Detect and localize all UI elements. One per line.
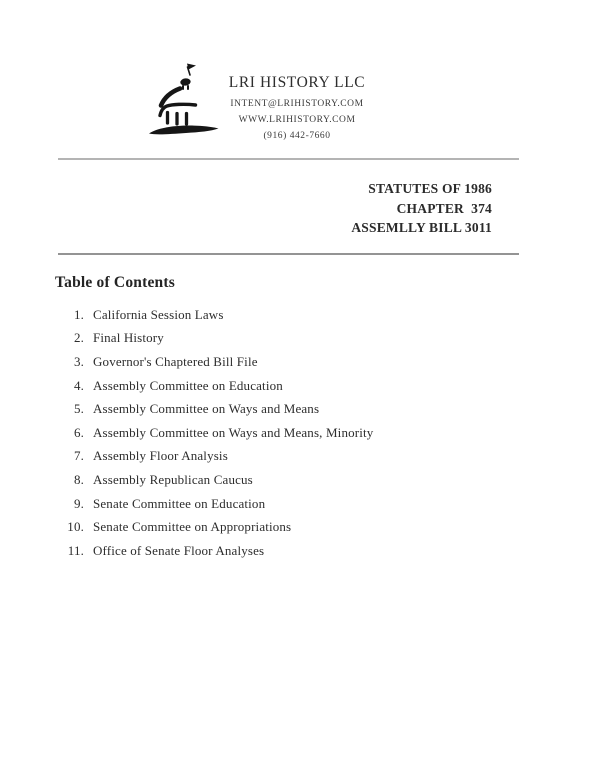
toc-item bbox=[0, 468, 600, 492]
toc-item-number: 11. bbox=[67, 542, 84, 558]
letterhead bbox=[206, 73, 388, 144]
toc-item bbox=[0, 327, 600, 351]
company-website: WWW.LRIHISTORY.COM bbox=[238, 115, 356, 125]
horizontal-rule-top bbox=[58, 158, 519, 160]
toc-item bbox=[0, 303, 600, 327]
toc-item-label: Office of Senate Floor Analyses bbox=[93, 542, 265, 558]
toc-item bbox=[0, 397, 600, 421]
statutes-line: STATUTES OF 1986 bbox=[368, 181, 492, 196]
toc-item-number: 8. bbox=[73, 471, 84, 487]
horizontal-rule-bottom bbox=[58, 253, 519, 255]
toc-item-number: 5. bbox=[73, 401, 84, 417]
toc-item-number: 4. bbox=[73, 377, 84, 393]
toc-item-label: Assembly Committee on Education bbox=[93, 377, 283, 393]
company-email: INTENT@LRIHISTORY.COM bbox=[230, 99, 364, 109]
toc-item bbox=[0, 492, 600, 516]
toc-item bbox=[0, 374, 600, 398]
toc-item bbox=[0, 445, 600, 469]
toc-item bbox=[0, 421, 600, 445]
chapter-line: CHAPTER 374 bbox=[396, 200, 492, 216]
toc-item-label: Assembly Committee on Ways and Means, Minority bbox=[93, 424, 374, 440]
toc-item-number: 3. bbox=[73, 353, 84, 369]
toc-list bbox=[0, 303, 600, 563]
bill-line: ASSEMLLY BILL 3011 bbox=[351, 220, 492, 235]
toc-item-number: 9. bbox=[73, 495, 84, 511]
toc-item-number: 1. bbox=[73, 306, 84, 322]
toc-item-label: Senate Committee on Education bbox=[93, 495, 266, 511]
toc-item-label: California Session Laws bbox=[93, 306, 224, 322]
toc-item-label: Assembly Committee on Ways and Means bbox=[93, 401, 320, 417]
toc-item-label: Assembly Republican Caucus bbox=[93, 471, 253, 487]
toc-item-number: 6. bbox=[73, 424, 84, 440]
toc-item-label: Senate Committee on Appropriations bbox=[93, 519, 292, 535]
toc-item-label: Assembly Floor Analysis bbox=[93, 448, 228, 464]
toc-item-label: Governor's Chaptered Bill File bbox=[93, 353, 258, 369]
toc-item bbox=[0, 515, 600, 539]
toc-heading: Table of Contents bbox=[55, 274, 175, 291]
toc-item-number: 2. bbox=[73, 330, 84, 346]
toc-item-label: Final History bbox=[93, 330, 164, 346]
company-name: LRI HISTORY LLC bbox=[228, 74, 366, 91]
toc-item-number: 10. bbox=[67, 519, 84, 535]
toc-item bbox=[0, 539, 600, 563]
statute-reference-block bbox=[351, 179, 492, 238]
toc-item bbox=[0, 350, 600, 374]
toc-item-number: 7. bbox=[73, 448, 84, 464]
company-phone: (916) 442-7660 bbox=[263, 131, 331, 141]
